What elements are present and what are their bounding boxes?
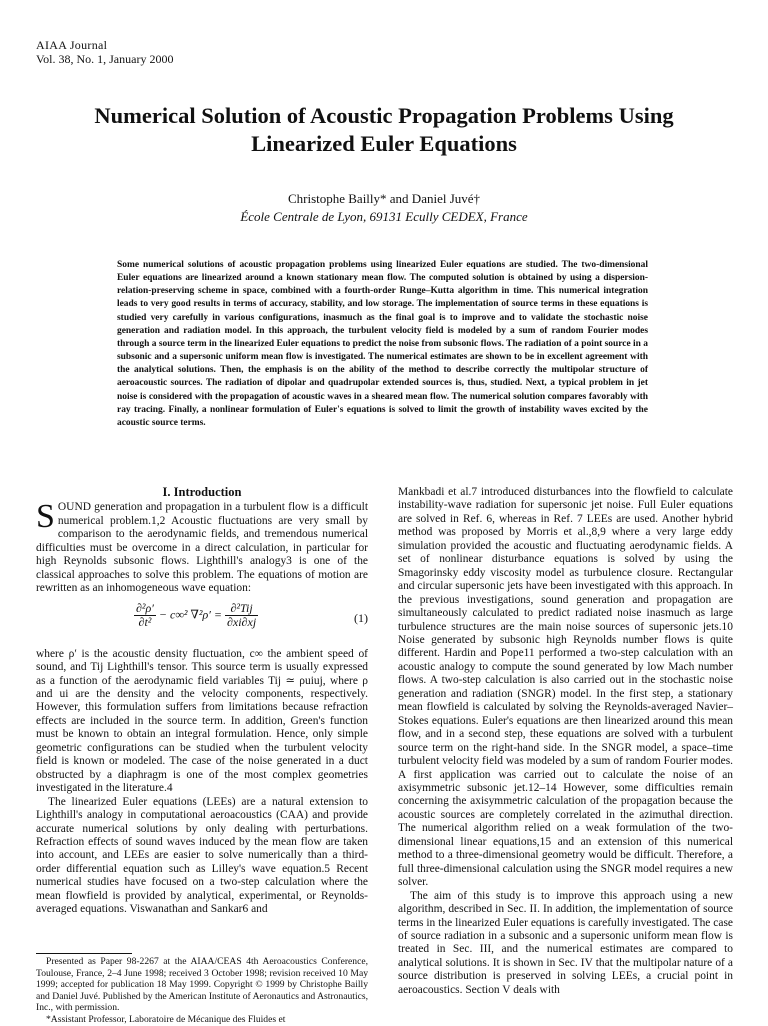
journal-name: AIAA Journal	[36, 38, 108, 52]
lhs-fraction	[134, 602, 156, 630]
intro-paragraph-1-text: OUND generation and propagation in a turbulent flow is a difficult numerical problem.1,2 Acoustic fluctuations are very small by comparison to the aerodynamic fields, and tremendous numerical difficulties must be overcome in a direct calculation, in particular for high Reynolds subsonic flows. Lighthill's analogy3 is one of the classical approaches to solve this problem. The equations of motion are rewritten as an inhomogeneous wave equation:	[36, 501, 368, 595]
paper-title	[40, 102, 728, 158]
lhs-denominator: ∂t²	[138, 615, 152, 630]
footnote-divider	[36, 953, 132, 954]
intro-paragraph-3: The linearized Euler equations (LEEs) are a natural extension to Lighthill's analogy in computational aeroacoustics (CAA) and provide accurate numerical solutions by only dealing with perturbations. Refraction effects of sound waves induced by the mean flow are taken into account, and LEEs are easier to solve numerically than a third-order differential equation such as Lilley's wave equation.5 Recent numerical studies have focused on a two-step calculation where the mean flowfield is provided by analytical, experimental, or Reynolds-averaged equations. Viswanathan and Sankar6 and	[36, 795, 368, 916]
footnote-author-1: *Assistant Professor, Laboratoire de Mécanique des Fluides et	[46, 1013, 286, 1025]
equation-body	[134, 602, 258, 630]
section-heading: I. Introduction	[162, 485, 242, 499]
left-column	[36, 486, 368, 917]
footnotes	[36, 956, 368, 1026]
abstract: Some numerical solutions of acoustic propagation problems using linearized Euler equations are studied. The two-dimensional Euler equations are linearized around a known stationary mean flow. The computed solution is obtained by using a dispersion-relation-preserving scheme in space, combined with a fourth-order Runge–Kutta algorithm in time. This numerical integration leads to very good results in terms of accuracy, stability, and low storage. The implementation of source terms in these equations is studied very carefully in various configurations, inasmuch as the final goal is to improve and to validate the stochastic noise generation and radiation model. In this approach, the turbulent velocity field is modeled by a sum of random Fourier modes through a source term in the linearized Euler equations to predict the noise from subsonic flows. The radiation of a point source in a subsonic and a supersonic uniform mean flow is investigated. The numerical estimates are shown to be in excellent agreement with the analytical solutions. Then, the emphasis is on the ability of the method to describe correctly the multipolar structure of aeroacoustic sources. The radiation of dipolar and quadrupolar extended sources is, thus, studied. Next, a typical problem in jet noise is considered with the propagation of acoustic waves in a sheared mean flow. The numerical solution compares favorably with ray tracing. Finally, a nonlinear formulation of Euler's equations is solved to limit the growth of instability waves excited by the acoustic source terms.	[117, 260, 648, 428]
affiliation: École Centrale de Lyon, 69131 Ecully CEDEX, France	[240, 209, 528, 224]
equation-1	[36, 598, 368, 642]
equation-number: (1)	[354, 610, 368, 625]
title-line-2: Linearized Euler Equations	[251, 131, 517, 156]
footnote-presented: Presented as Paper 98-2267 at the AIAA/CEAS 4th Aeroacoustics Conference, Toulouse, France, 2–4 June 1998; received 3 October 1998; revision received 10 May 1999; accepted for publication 18 May 1999. Copyright © 1999 by Christophe Bailly and Daniel Juvé. Published by the American Institute of Aeronautics and Astronautics, Inc., with permission.	[36, 956, 368, 1014]
drop-cap: S	[36, 498, 55, 536]
rhs-numerator: ∂²Tij	[225, 602, 258, 616]
intro-paragraph-1	[36, 498, 368, 595]
journal-volume: Vol. 38, No. 1, January 2000	[36, 52, 174, 66]
rhs-denominator: ∂xi∂xj	[226, 615, 257, 630]
equation-middle: − c∞² ∇²ρ′ =	[158, 607, 222, 622]
title-line-1: Numerical Solution of Acoustic Propagation Problems Using	[94, 103, 674, 128]
author-names: Christophe Bailly* and Daniel Juvé†	[287, 191, 481, 206]
intro-paragraph-4: Mankbadi et al.7 introduced disturbances into the flowfield to calculate instability-wave radiation for supersonic jet noise. Full Euler equations are solved in Ref. 6, whereas in Ref. 7 LEEs are used. Another hybrid method was proposed by Morris et al.,8,9 where a very large eddy simulation provided the acoustic and fluctuating aerodynamic fields. A set of nonlinear disturbance equations is solved by using the Smagorinsky eddy viscosity model as turbulence closure. Rectangular and circular supersonic jets have been investigated with this approach. In the previous investigations, sound generation and propagation are simultaneously calculated to predict radiated noise inasmuch as large turbulence structures are the main noise sources of supersonic jets.10 Noise generated by subsonic high Reynolds number flows is quite different. Hardin and Pope11 performed a two-step calculation with an acoustic analogy to compute the sound generated by low Mach number flows. A two-step calculation is also carried out in the stochastic noise generation and radiation (SNGR) model. In the first step, a stationary mean flowfield is calculated by solving the Reynolds-averaged Navier–Stokes equations. Euler's equations are then linearized around this mean flow, and in a second step, these equations are solved with a turbulent source term on the right-hand side. In the SNGR model, a space–time turbulent velocity field was modeled by a sum of random Fourier modes. A first application was carried out to calculate the noise of an axisymmetric subsonic jet.12–14 However, some difficulties remain concerning the axisymmetric calculation of the propagation because the acoustic sources are completely correlated in the azimuthal direction. The numerical algorithm relied on a weak formulation of the two-dimensional linear equations,15 and an extension of this numerical method to a three-dimensional geometry would be difficult. Therefore, a full three-dimensional calculation using the SNGR model requires a new solver.	[398, 486, 733, 889]
journal-header	[36, 38, 173, 66]
rhs-fraction	[225, 602, 258, 630]
lhs-numerator: ∂²ρ′	[136, 600, 154, 615]
author-block	[40, 190, 728, 226]
intro-paragraph-2: where ρ′ is the acoustic density fluctuation, c∞ the ambient speed of sound, and Tij Lighthill's tensor. This source term is usually expressed as a function of the aerodynamic field variables Tij ≃ ρuiuj, where ρ and ui are the density and the velocity components, respectively. However, this formulation suffers from limitations because refraction effects are included in the source term. In addition, Green's function must be known to obtain an integral formulation. Hence, only simple geometric configurations can be studied when the turbulent velocity field is known or modeled. The case of the noise generated in a duct obstructed by a diaphragm is one of the most complex geometries investigated in the literature.4	[36, 647, 368, 795]
intro-paragraph-5: The aim of this study is to improve this approach using a new algorithm, described in Sec. II. In addition, the implementation of source terms in the linearized Euler equations is carefully investigated. The case of source radiation in a subsonic and a supersonic uniform mean flow is treated in Sec. III, and the numerical estimates are compared to analytical solutions. It is shown in Sec. IV that the multipolar nature of a source distribution is preserved in solving LEEs, a crucial point in aeroacoustics. Section V deals with	[398, 889, 733, 996]
right-column	[398, 486, 733, 997]
